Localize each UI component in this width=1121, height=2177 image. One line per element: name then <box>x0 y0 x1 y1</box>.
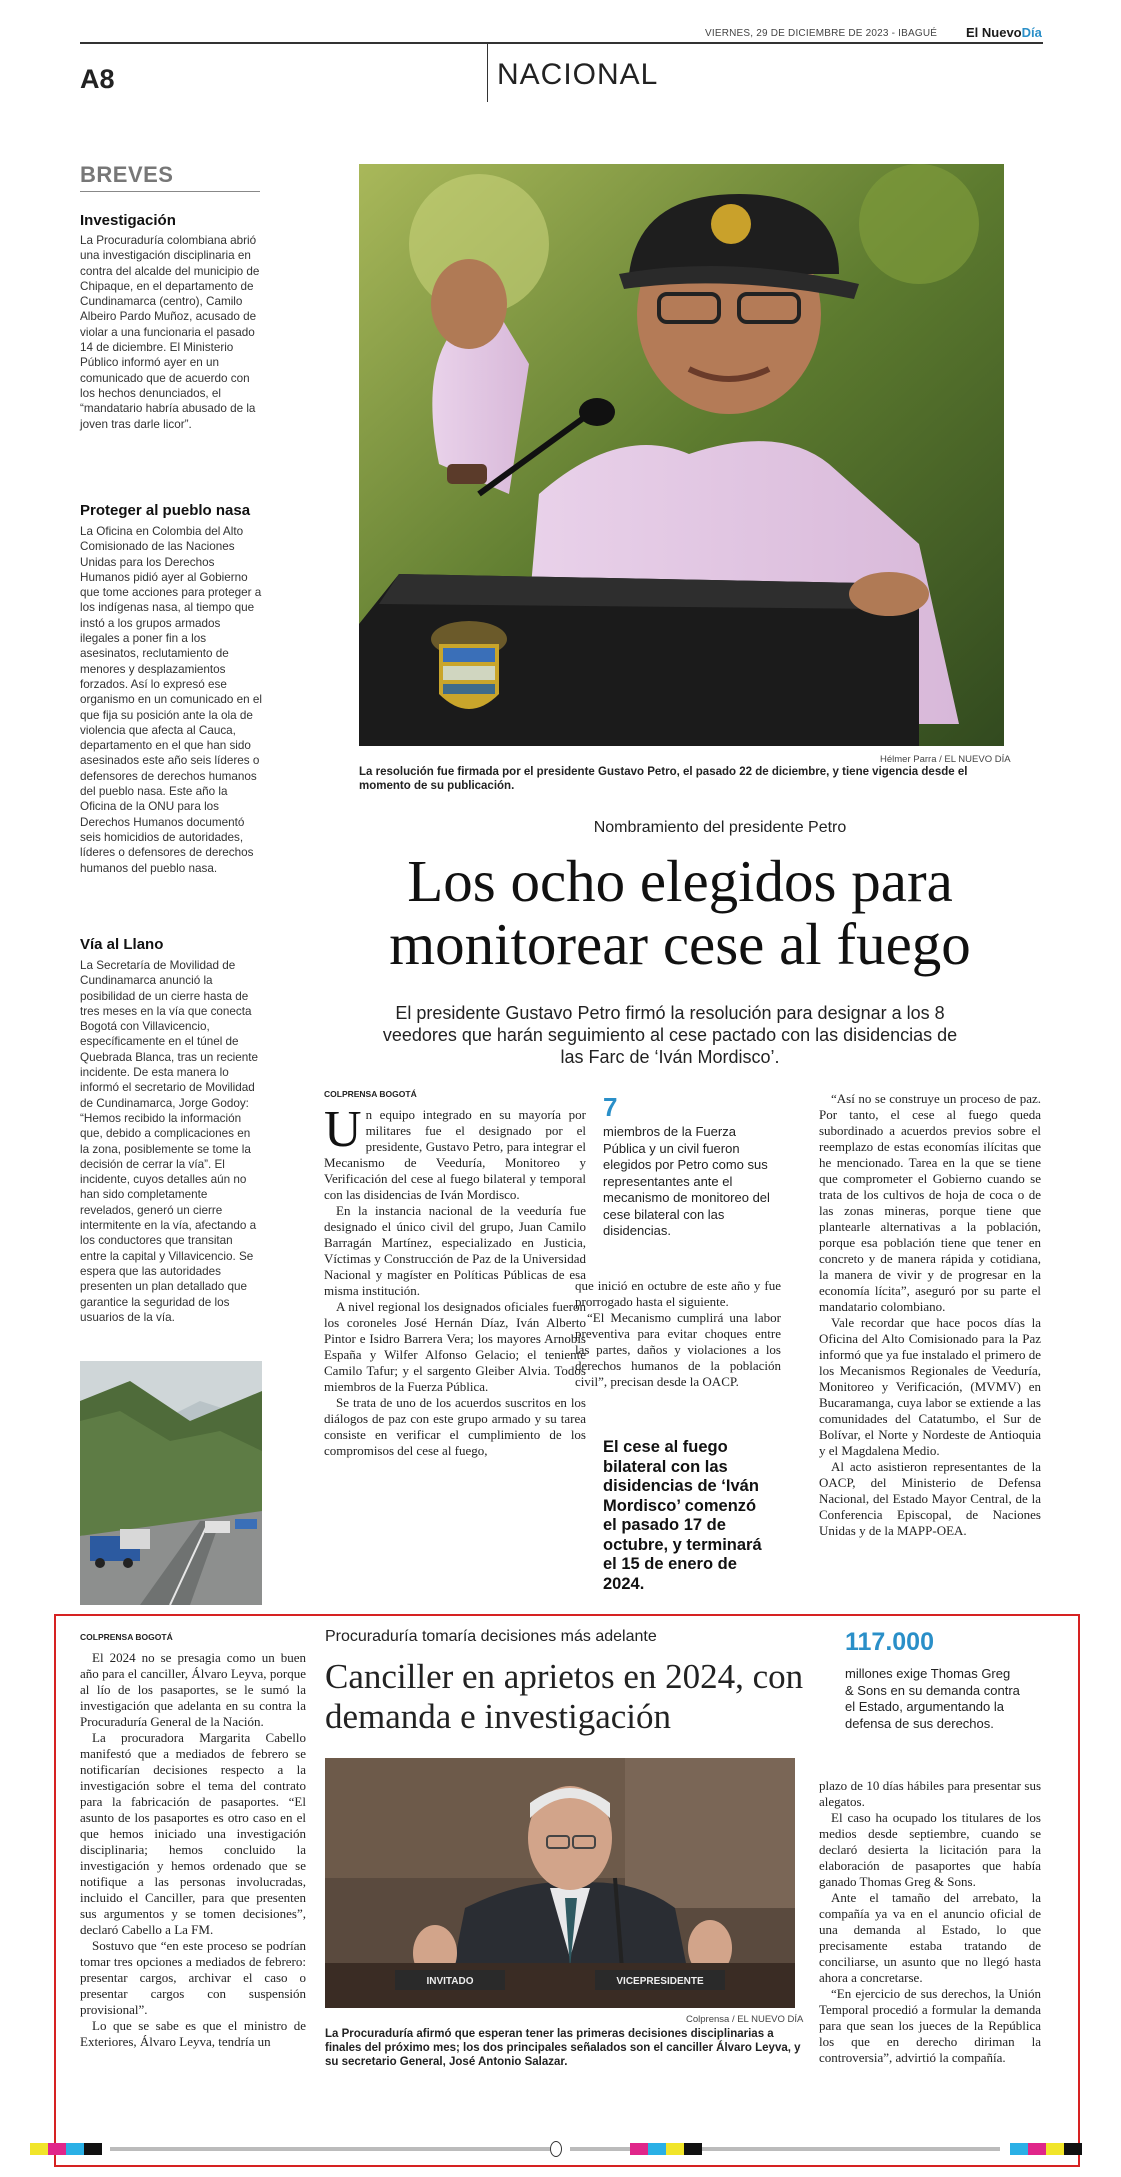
pull-quote: El cese al fuego bilateral con las disidencias de ‘Iván Mordisco’ comenzó el pasado 17 de octubre, y terminará el 15 de enero de 2024. <box>603 1438 762 1593</box>
paragraph: que inició en octubre de este año y fue prorrogado hasta el siguiente. <box>575 1278 781 1309</box>
paragraph: La procuradora Margarita Cabello manifestó que a mediados de febrero se notificarían decisiones respecto a la investigación sobre el tema del contrato para la fabricación de pasaportes. “El asunto de los pasaportes es otro caso en el que hemos iniciado una investigación disciplinaria; hemos concluido la investigación y hemos ordenado que se notifique a las personas involucradas, incluido el Canciller, para que presenten sus argumentos y se tomen decisiones”, declaró Cabello a La FM. <box>80 1730 306 1937</box>
drop-cap: U <box>324 1101 362 1158</box>
box-column-3 <box>819 1778 1041 2066</box>
breves-title: BREVES <box>80 162 174 187</box>
newspaper-logo <box>966 25 1042 40</box>
paragraph: “En ejercicio de sus derechos, la Unión Temporal procedió a formular la demanda para que sean los jueces de la República los que en derecho diriman la controversia”, advirtió la compañía. <box>819 1986 1041 2065</box>
box-column-1 <box>80 1650 306 2050</box>
box-kicker: Procuraduría tomaría decisiones más adelante <box>325 1628 657 1645</box>
brief-body: La Secretaría de Movilidad de Cundinamarca anunció la posibilidad de un cierre hasta de tres meses en la vía que conecta Bogotá con Villavicencio, específicamente en el túnel de Quebrada Blanca, tras un reciente incidente. De esta manera lo informó el secretario de Movilidad de Cundinamarca, Jorge Godoy: “Hemos recibido la información que, debido a complicaciones en la zona, posiblemente se tome la decisión de cerrar la vía”. El incidente, cuyos detalles aún no han sido completamente revelados, generó un cierre intermitente en la vía, afectando a los conductores que transitan entre la capital y Villavicencio. Se espera que las autoridades presenten un plan detallado que garantice la seguridad de los usuarios de la vía. <box>80 959 259 1324</box>
paragraph: Sostuvo que “en este proceso se podrían tomar tres opciones a mediados de febrero: presentar cargos, archivar el caso o presentar cargos con suspensión provisional”. <box>80 1938 306 2017</box>
story-deck: El presidente Gustavo Petro firmó la resolución para designar a los 8 veedores que harán seguimiento al cese pactado con las disidencias de las Farc de ‘Iván Mordisco’. <box>382 1003 958 1067</box>
brief-heading: Proteger al pueblo nasa <box>80 502 251 519</box>
page-number: A8 <box>80 64 115 94</box>
section-divider <box>487 44 488 102</box>
header-rule <box>80 42 1043 44</box>
brief-heading: Vía al Llano <box>80 936 164 953</box>
brief-body: La Procuraduría colombiana abrió una investigación disciplinaria en contra del alcalde del municipio de Chipaque, en el departamento de Cundinamarca (centro), Camilo Albeiro Pardo Muñoz, acusado de violar a una funcionaria el pasado 14 de diciembre. El Ministerio Público informó ayer en un comunicado que de acuerdo con los hechos denunciados, el “mandatario habría abusado de la joven tras darle licor”. <box>80 234 260 431</box>
paragraph: Se trata de uno de los acuerdos suscritos en los diálogos de paz con este grupo armado y su tarea consiste en verificar el cumplimiento de los compromisos del cese al fuego, <box>324 1395 586 1458</box>
edition-date: VIERNES, 29 DE DICIEMBRE DE 2023 - IBAGUÉ <box>705 28 938 39</box>
byline: COLPRENSA BOGOTÁ <box>80 1632 173 1642</box>
paragraph: “Así no se construye un proceso de paz. Por tanto, el cese al fuego queda subordinado a acuerdos previos sobre el reemplazo de estas economías ilícitas que he mencionado. Tarea en la que se tiene que comprometer el Gobierno cuando se trata de los cultivos de hoja de coca o de las zonas mineras, porque tiene que plantearle alternativas a la población, porque esa población tiene que tener en concreto y de manera rápida y cotidiana, la manera de vivir y de progresar en la economía lícita”, aseguró por su parte el mandatario colombiano. <box>819 1091 1041 1314</box>
brief-body: La Oficina en Colombia del Alto Comisionado de las Naciones Unidas para los Derechos Humanos pidió ayer al Gobierno que tome acciones para proteger a los indígenas nasa, al tiempo que instó a los grupos armados ilegales a poner fin a los asesinatos, reclutamiento de menores y desplazamientos forzados. Así lo expresó ese organismo en un comunicado en el que fija su posición ante la ola de violencia que afecta al Cauca, departamento en el que han sido asesinados este año seis líderes o defensores de derechos humanos del pueblo nasa. Este año la Oficina de la ONU para los Derechos Humanos documentó seis homicidios de autoridades, líderes o defensores de derechos humanos del pueblo nasa. <box>80 525 262 875</box>
photo-caption: La Procuraduría afirmó que esperan tener las primeras decisiones disciplinarias a finales del próximo mes; los dos principales señalados son el canciller Álvaro Leyva, y su secretario General, José Antonio Salazar. <box>325 2028 801 2068</box>
photo-credit: Colprensa / EL NUEVO DÍA <box>686 2014 804 2025</box>
story-kicker: Nombramiento del presidente Petro <box>593 819 847 836</box>
fact-number: 7 <box>603 1092 618 1122</box>
paragraph: Vale recordar que hace pocos días la Oficina del Alto Comisionado para la Paz informó que ya fue instalado el primero de los Mecanismos Regionales de Veeduría, Monitoreo y Verificación, (MVMV) en Bucaramanga, cuya labor se extiende a las comunidades del Catatumbo, el Sur de Bolívar, el Norte y Nordeste de Antioquia y el Magdalena Medio. <box>819 1315 1042 1458</box>
paragraph: A nivel regional los designados oficiales fueron los coroneles José Hernán Díaz, Iván Alberto Pintor e Isidro Barrera Vera; los mayores Arnobis España y Wilfer Alfonso Gelacio; el teniente Camilo Tafur; y el sargento Gleiber Alvia. Todos miembros de la Fuerza Pública. <box>324 1299 586 1394</box>
brief-heading: Investigación <box>80 212 176 229</box>
box-fact-text: millones exige Thomas Greg & Sons en su demanda contra el Estado, argumentando la defensa de sus derechos. <box>845 1666 1020 1731</box>
story-column-1 <box>324 1101 586 1459</box>
leyva-photo <box>325 1758 795 2008</box>
story-headline: Los ocho elegidos para monitorear cese al fuego <box>389 848 971 977</box>
logo-text-2: Día <box>1021 25 1042 40</box>
fact-text: miembros de la Fuerza Pública y un civil fueron elegidos por Petro como sus representantes ante el mecanismo de monitoreo del cese bilateral con las disidencias. <box>603 1124 770 1238</box>
photo-credit: Hélmer Parra / EL NUEVO DÍA <box>880 754 1011 765</box>
road-photo <box>80 1361 262 1605</box>
photo-caption: La resolución fue firmada por el presidente Gustavo Petro, el pasado 22 de diciembre, y tiene vigencia desde el momento de su publicación. <box>359 766 968 792</box>
petro-photo <box>359 164 1004 746</box>
paragraph: El caso ha ocupado los titulares de los medios desde septiembre, cuando se declaró desierta la licitación para la elaboración de pasaportes que había ganado Thomas Greg & Sons. <box>819 1810 1041 1889</box>
paragraph: plazo de 10 días hábiles para presentar sus alegatos. <box>819 1778 1041 1809</box>
registration-bar <box>30 2143 1090 2155</box>
byline: COLPRENSA BOGOTÁ <box>324 1089 417 1099</box>
paragraph: n equipo integrado en su mayoría por militares fue el designado por el presidente, Gustavo Petro, para integrar el Mecanismo de Veeduría, Monitoreo y Verificación del cese al fuego bilateral y temporal con las disidencias de Iván Mordisco. <box>324 1107 586 1202</box>
box-headline: Canciller en aprietos en 2024, con demanda e investigación <box>325 1657 804 1736</box>
paragraph: En la instancia nacional de la veeduría fue designado el único civil del grupo, Juan Camilo Barragán Martínez, especializado en Justicia, Víctimas y Construcción de Paz de la Universidad Nacional y magíster en Políticas Públicas de esa misma institución. <box>324 1203 586 1298</box>
paragraph: El 2024 no se presagia como un buen año para el canciller, Álvaro Leyva, porque al lío de los pasaportes, se le sumó la investigación que adelanta en su contra la Procuraduría General de la Nación. <box>80 1650 306 1729</box>
section-title: NACIONAL <box>497 58 659 91</box>
desk-sign-right: VICEPRESIDENTE <box>616 1976 704 1987</box>
story-column-3 <box>819 1091 1041 1539</box>
box-fact-number: 117.000 <box>845 1628 934 1656</box>
desk-sign-left: INVITADO <box>426 1976 474 1987</box>
paragraph: Al acto asistieron representantes de la OACP, del Ministerio de Defensa Nacional, del Estado Mayor Central, de la Conferencia Episcopal, de Naciones Unidas y de la MAPP-OEA. <box>819 1459 1041 1538</box>
logo-text-1: El Nuevo <box>966 25 1022 40</box>
paragraph: Lo que se sabe es que el ministro de Exteriores, Álvaro Leyva, tendría un <box>80 2018 306 2049</box>
paragraph: “El Mecanismo cumplirá una labor preventiva para evitar choques entre las partes, daños y violaciones a los derechos humanos de la población civil”, precisan desde la OACP. <box>575 1310 781 1389</box>
breves-rule <box>80 191 260 192</box>
story-column-2 <box>575 1278 781 1390</box>
paragraph: Ante el tamaño del arrebato, la compañía ya va en el anuncio oficial de una demanda al Estado, lo que precisamente estaba tratando de conciliarse, un asunto que no llegó hasta ahora a concretarse. <box>819 1890 1041 1985</box>
